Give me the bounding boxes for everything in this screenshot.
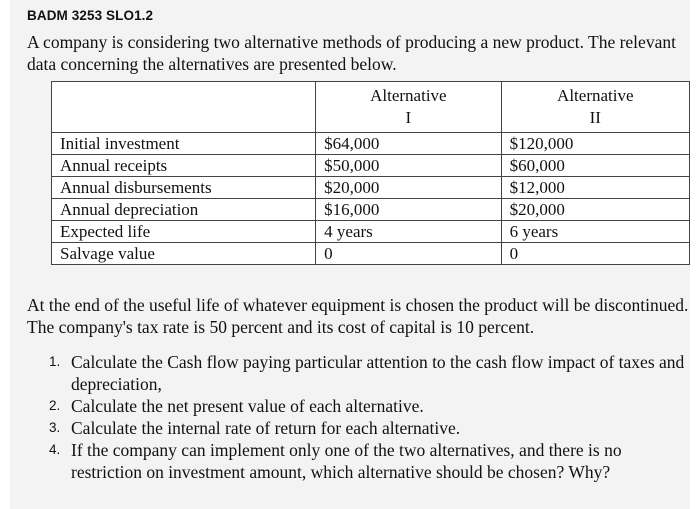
alt1-value: $64,000 — [316, 133, 501, 155]
list-item — [27, 351, 687, 395]
header-alternative-2: Alternative II — [501, 82, 689, 133]
list-item-text: Calculate the Cash flow paying particular attention to the cash flow impact of taxes and depreciation, — [71, 352, 685, 394]
alternatives-table — [51, 81, 690, 265]
header-empty-cell — [52, 82, 316, 133]
table-header-row — [52, 82, 690, 133]
table-row — [52, 155, 690, 177]
document-page — [10, 0, 690, 509]
document-heading: BADM 3253 SLO1.2 — [27, 8, 154, 23]
list-item-text: Calculate the internal rate of return for each alternative. — [71, 418, 461, 438]
alt2-value: 6 years — [501, 221, 689, 243]
row-label: Annual receipts — [52, 155, 316, 177]
list-item-number: 4. — [49, 442, 61, 457]
list-item-text: Calculate the net present value of each alternative. — [71, 396, 424, 416]
table-row — [52, 243, 690, 265]
header-alternative-1: Alternative I — [316, 82, 501, 133]
row-label: Expected life — [52, 221, 316, 243]
task-list — [27, 351, 687, 483]
alt1-value: $50,000 — [316, 155, 501, 177]
list-item-number: 2. — [49, 398, 61, 413]
table-row — [52, 221, 690, 243]
list-item — [27, 395, 687, 417]
alt2-value: $20,000 — [501, 199, 689, 221]
row-label: Initial investment — [52, 133, 316, 155]
alt1-value: 4 years — [316, 221, 501, 243]
table-row — [52, 177, 690, 199]
table-row — [52, 199, 690, 221]
alt1-value: 0 — [316, 243, 501, 265]
list-item-number: 3. — [49, 420, 61, 435]
alt2-value: $120,000 — [501, 133, 689, 155]
list-item — [27, 439, 687, 483]
row-label: Annual depreciation — [52, 199, 316, 221]
list-item — [27, 417, 687, 439]
closing-paragraph: At the end of the useful life of whatever equipment is chosen the product will be discontinued. The company's tax rate is 50 percent and its cost of capital is 10 percent. — [27, 295, 689, 337]
alt2-value: $60,000 — [501, 155, 689, 177]
alt1-value: $20,000 — [316, 177, 501, 199]
alt2-value: 0 — [501, 243, 689, 265]
alt1-value: $16,000 — [316, 199, 501, 221]
list-item-text: If the company can implement only one of the two alternatives, and there is no restriction on investment amount, which alternative should be chosen? Why? — [71, 440, 622, 482]
table-row — [52, 133, 690, 155]
intro-paragraph: A company is considering two alternative methods of producing a new product. The relevant data concerning the alternatives are presented below. — [27, 32, 676, 74]
list-item-number: 1. — [49, 354, 61, 369]
alt2-value: $12,000 — [501, 177, 689, 199]
row-label: Salvage value — [52, 243, 316, 265]
row-label: Annual disbursements — [52, 177, 316, 199]
